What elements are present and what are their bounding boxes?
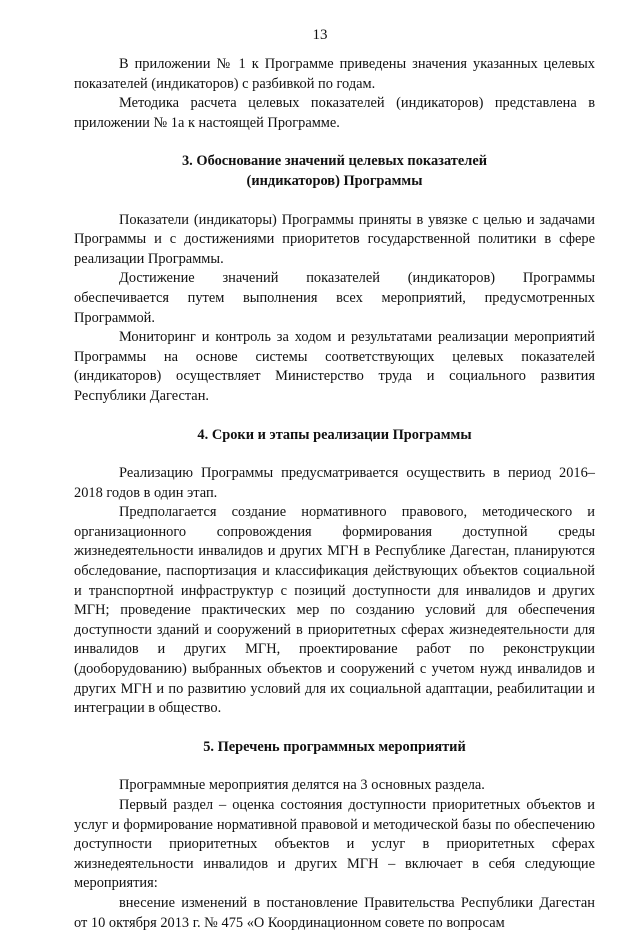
- paragraph-three-sections: Программные мероприятия делятся на 3 основных раздела.: [119, 777, 485, 794]
- section-4-heading: 4. Сроки и этапы реализации Программы: [197, 426, 472, 443]
- paragraph-monitoring: Мониторинг и контроль за ходом и результатами реализации мероприятий Программы на основе системы соответствующих целевых показателей (индикаторов) осуществляет Министерство труда и социального развития Республики Дагестан.: [74, 329, 595, 404]
- paragraph-indicators-appendix: В приложении № 1 к Программе приведены значения указанных целевых показателей (индикаторов) с разбивкой по годам.: [74, 56, 595, 92]
- spacer: [74, 757, 595, 776]
- spacer: [74, 719, 595, 738]
- paragraph-amendments: внесение изменений в постановление Правительства Республики Дагестан от 10 октября 2013 г. № 475 «О Координационном совете по вопросам: [74, 894, 595, 931]
- spacer: [74, 445, 595, 464]
- section-3-heading: [74, 152, 595, 191]
- section-3-heading-line2: (индикаторов) Программы: [246, 172, 423, 189]
- document-body: [74, 55, 595, 933]
- paragraph-achievement: Достижение значений показателей (индикаторов) Программы обеспечивается путем выполнения всех мероприятий, предусмотренных Программой.: [74, 270, 595, 326]
- section-3-heading-line1: 3. Обоснование значений целевых показателей: [181, 153, 487, 170]
- paragraph-planned-measures: Предполагается создание нормативного правового, методического и организационного сопровождения формирования доступной среды жизнедеятельности инвалидов и других МГН в Республике Дагестан, планируются обследование, паспортизация и классификация действующих объектов социальной и транспортной инфраструктур с позиций доступности для инвалидов и других МГН; проведение практических мер по созданию условий для обеспечения доступности зданий и сооружений в приоритетных сферах жизнедеятельности для инвалидов и других МГН, проектирование работ по реконструкции (дооборудованию) выбранных объектов и сооружений с учетом нужд инвалидов и других МГН и по развитию условий для их социальной адаптации, реабилитации и интеграции в общество.: [74, 504, 595, 717]
- paragraph-first-section: Первый раздел – оценка состояния доступности приоритетных объектов и услуг и формирование нормативной правовой и методической базы по обеспечению доступности приоритетных объектов и услуг в приоритетных сферах жизнедеятельности инвалидов и других МГН – включает в себя следующие мероприятия:: [74, 797, 595, 892]
- paragraph-period: Реализацию Программы предусматривается осуществить в период 2016–2018 годов в один этап.: [74, 465, 595, 501]
- page-number: 13: [312, 27, 328, 43]
- paragraph-indicators-accepted: Показатели (индикаторы) Программы приняты в увязке с целью и задачами Программы и с достижениями приоритетов государственной политики в сфере реализации Программы.: [74, 211, 595, 267]
- spacer: [74, 192, 595, 211]
- spacer: [74, 133, 595, 152]
- section-5-heading: 5. Перечень программных мероприятий: [203, 738, 466, 755]
- spacer: [74, 407, 595, 426]
- paragraph-methodology: Методика расчета целевых показателей (индикаторов) представлена в приложении № 1а к настоящей Программе.: [74, 95, 595, 131]
